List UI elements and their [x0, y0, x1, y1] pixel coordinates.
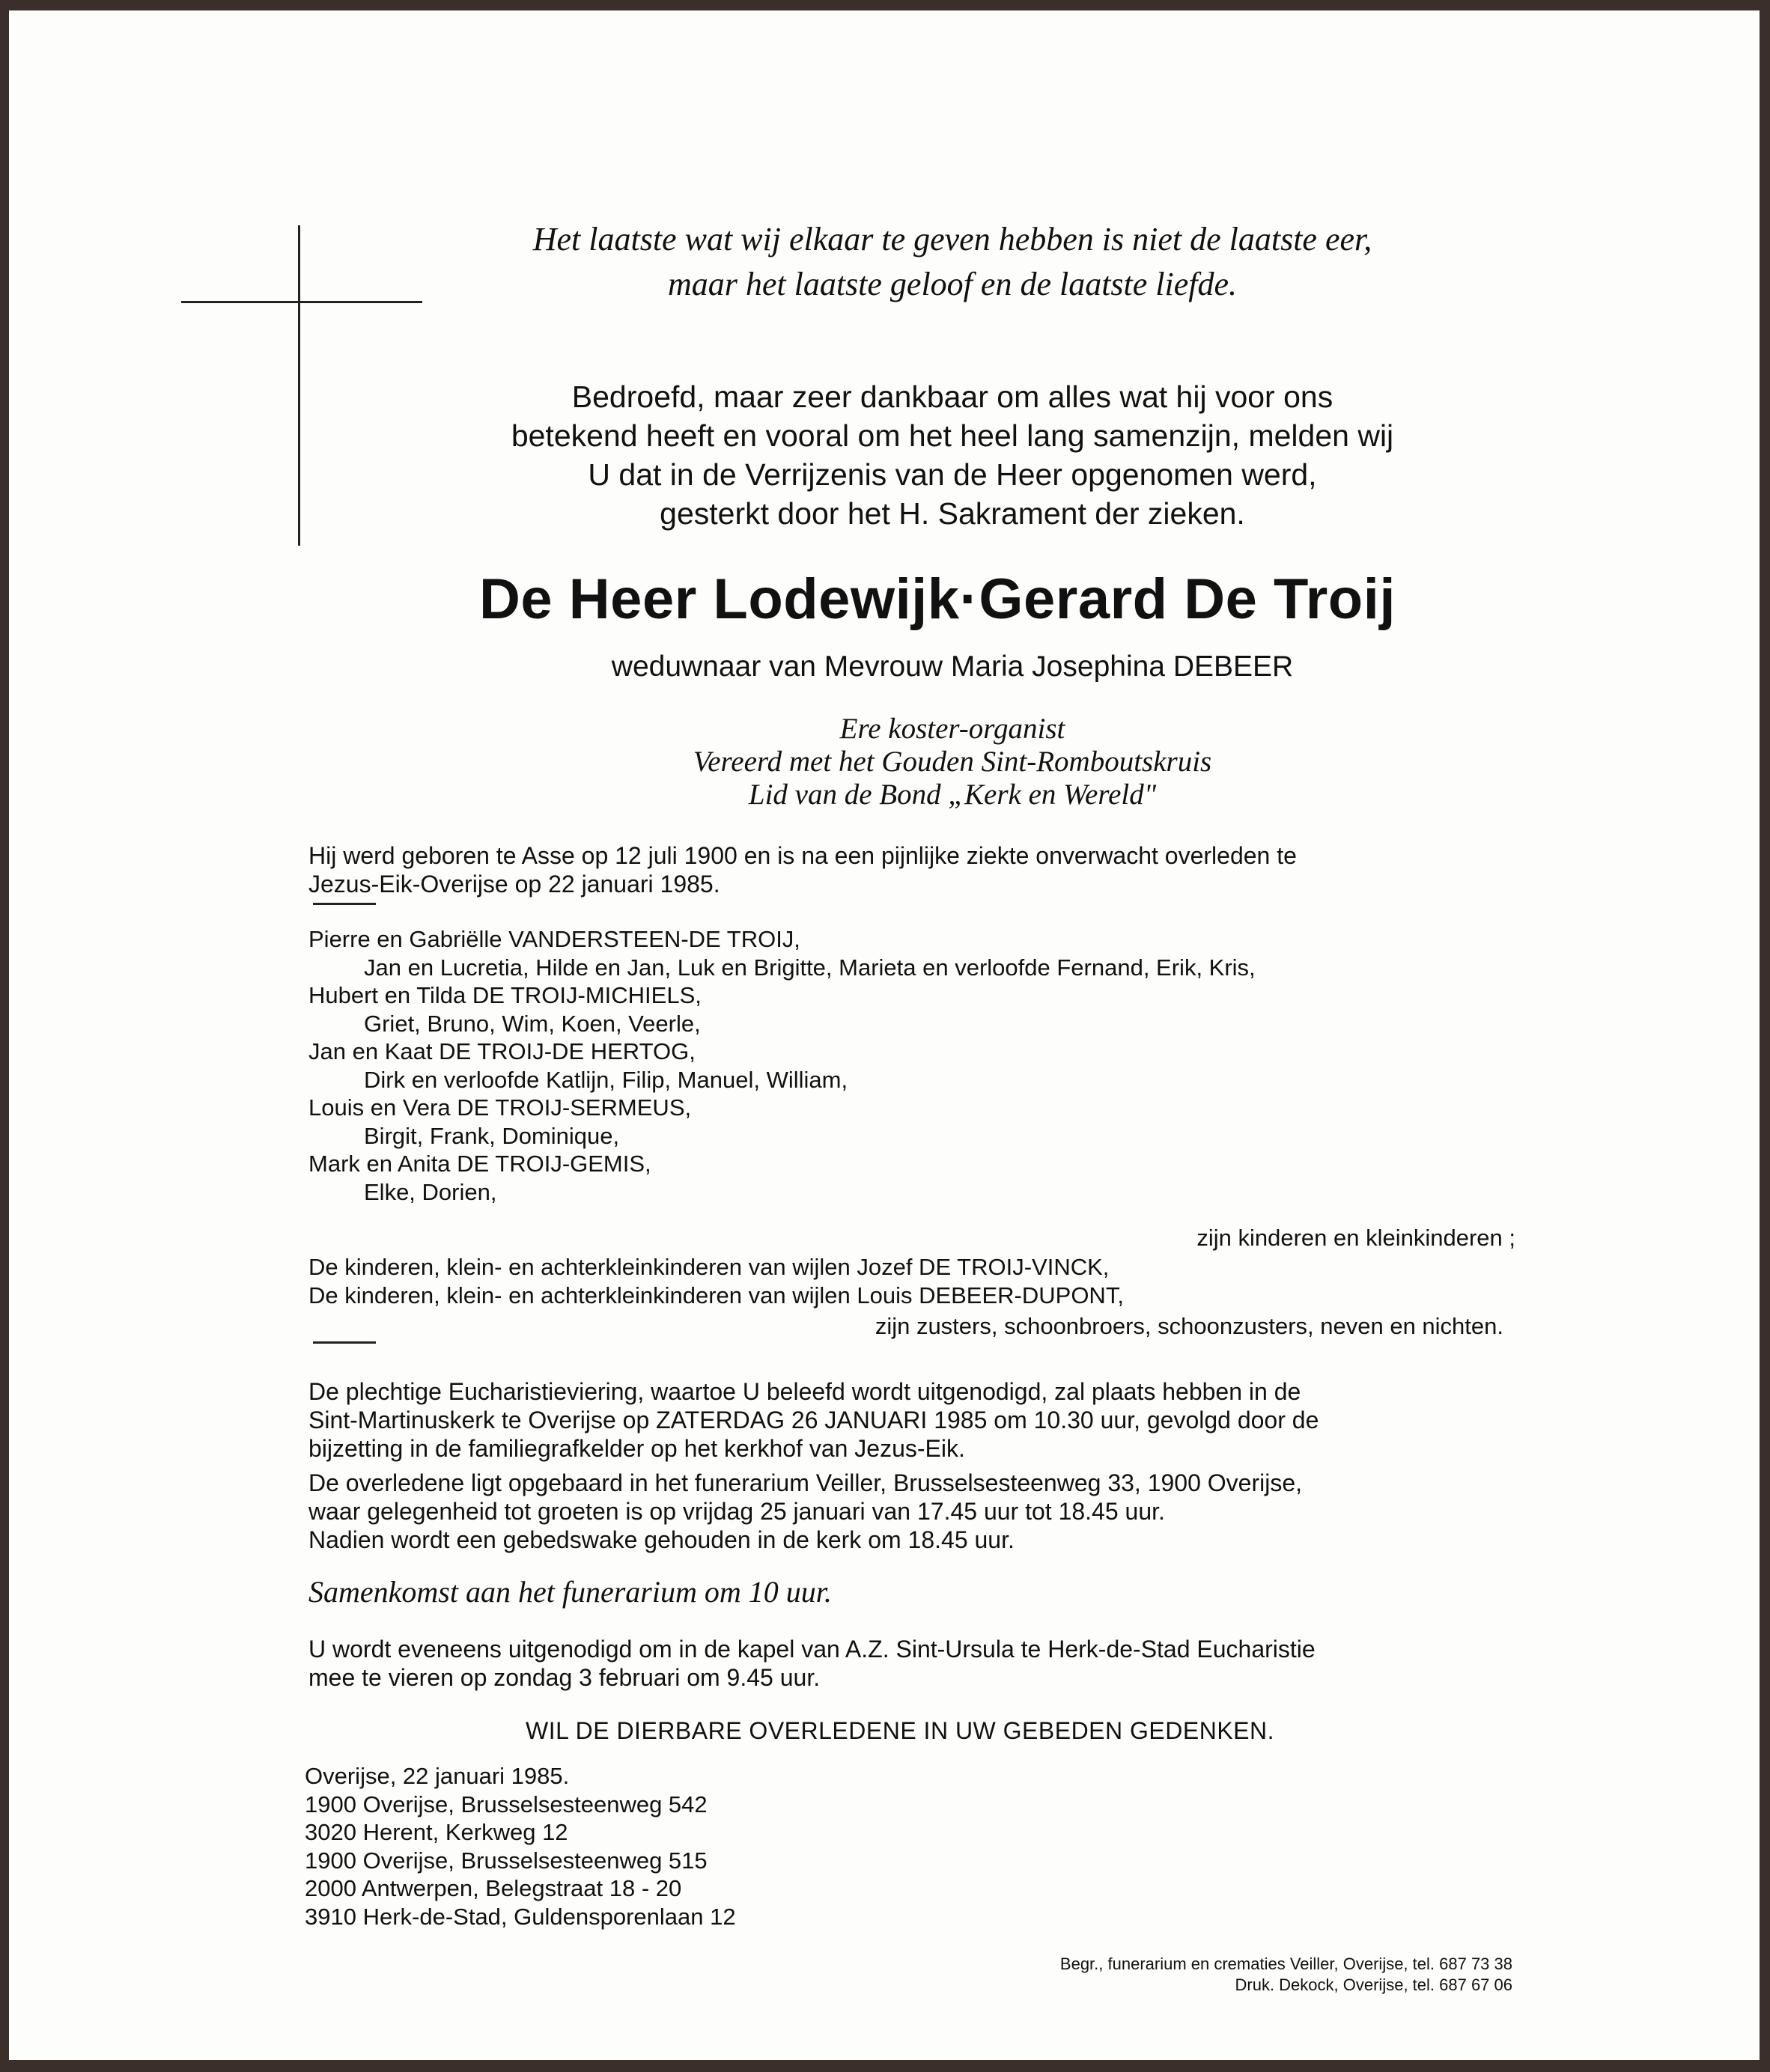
family-children: Jan en Lucretia, Hilde en Jan, Luk en Brigitte, Marieta en verloofde Fernand, Erik, Kris,	[364, 954, 1256, 981]
title-line: Lid van de Bond „Kerk en Wereld"	[748, 778, 1157, 811]
funerarium-line: De overledene ligt opgebaard in het funerarium Veiller, Brusselsesteenweg 33, 1900 Overijse,	[308, 1469, 1303, 1496]
meeting-note: Samenkomst aan het funerarium om 10 uur.	[308, 1575, 832, 1609]
motto-line: maar het laatste geloof en de laatste liefde.	[667, 266, 1238, 302]
intro-line: betekend heeft en vooral om het heel lang samenzijn, melden wij	[511, 418, 1394, 453]
widower-of: weduwnaar van Mevrouw Maria Josephina DEBEER	[611, 650, 1294, 683]
title-line: Vereerd met het Gouden Sint-Romboutskruis	[693, 746, 1212, 778]
family-children: Dirk en verloofde Katlijn, Filip, Manuel, William,	[364, 1066, 848, 1093]
funerarium-line: Nadien wordt een gebedswake gehouden in de kerk om 18.45 uur.	[308, 1526, 1015, 1553]
address-line: 3910 Herk-de-Stad, Guldensporenlaan 12	[305, 1903, 736, 1930]
honorary-titles	[383, 713, 1521, 811]
invitation-paragraph	[308, 1635, 1506, 1692]
deceased-name: De Heer Lodewijk·Gerard De Troij	[479, 567, 1396, 631]
mass-paragraph	[308, 1377, 1506, 1463]
intro-line: Bedroefd, maar zeer dankbaar om alles wat hij voor ons	[571, 380, 1333, 414]
separator-rule	[313, 1341, 376, 1344]
address-line: 1900 Overijse, Brusselsesteenweg 515	[305, 1847, 708, 1874]
family-children: Griet, Bruno, Wim, Koen, Veerle,	[364, 1010, 701, 1037]
family-parents: Hubert en Tilda DE TROIJ-MICHIELS,	[308, 982, 702, 1008]
intro-line: U dat in de Verrijzenis van de Heer opgenomen werd,	[588, 457, 1317, 492]
family-parents: Pierre en Gabriëlle VANDERSTEEN-DE TROIJ,	[308, 926, 800, 952]
intro-line: gesterkt door het H. Sakrament der zieken.	[660, 496, 1245, 531]
invitation-line: U wordt eveneens uitgenodigd om in de kapel van A.Z. Sint-Ursula te Herk-de-Stad Eucharistie	[308, 1636, 1316, 1663]
place-date: Overijse, 22 januari 1985.	[305, 1763, 570, 1789]
family-children: Birgit, Frank, Dominique,	[364, 1122, 620, 1149]
relatives-label: zijn zusters, schoonbroers, schoonzusters, neven en nichten.	[875, 1313, 1503, 1339]
relatives-line: De kinderen, klein- en achterkleinkinderen van wijlen Jozef DE TROIJ-VINCK,	[308, 1254, 1110, 1280]
motto	[383, 217, 1521, 307]
address-block	[305, 1762, 736, 1931]
relatives-line: De kinderen, klein- en achterkleinkinderen van wijlen Louis DEBEER-DUPONT,	[308, 1282, 1124, 1308]
invitation-line: mee te vieren op zondag 3 februari om 9.45 uur.	[308, 1664, 821, 1691]
mass-line: De plechtige Eucharistieviering, waartoe U beleefd wordt uitgenodigd, zal plaats hebben in de	[308, 1378, 1301, 1405]
cross-vertical-bar	[298, 225, 300, 546]
funeral-home-credit: Begr., funerarium en crematies Veiller, Overijse, tel. 687 73 38	[1059, 1954, 1512, 1973]
family-parents: Jan en Kaat DE TROIJ-DE HERTOG,	[308, 1038, 696, 1064]
address-line: 1900 Overijse, Brusselsesteenweg 542	[305, 1791, 708, 1817]
mass-line: bijzetting in de familiegrafkelder op het kerkhof van Jezus-Eik.	[308, 1435, 965, 1462]
family-parents: Mark en Anita DE TROIJ-GEMIS,	[308, 1151, 651, 1177]
relatives-list	[308, 1253, 1124, 1309]
birth-death-line: Hij werd geboren te Asse op 12 juli 1900 en is na een pijnlijke ziekte onverwacht overleden te	[308, 842, 1297, 869]
family-children: Elke, Dorien,	[364, 1178, 497, 1205]
motto-line: Het laatste wat wij elkaar te geven hebben is niet de laatste eer,	[532, 221, 1372, 258]
printer-credits	[1060, 1954, 1512, 1996]
prayer-request: WIL DE DIERBARE OVERLEDENE IN UW GEBEDEN GEDENKEN.	[526, 1717, 1274, 1744]
mass-line: Sint-Martinuskerk te Overijse op ZATERDAG 26 JANUARI 1985 om 10.30 uur, gevolgd door de	[308, 1407, 1319, 1433]
family-list	[308, 925, 1256, 1206]
family-parents: Louis en Vera DE TROIJ-SERMEUS,	[308, 1094, 692, 1121]
children-label: zijn kinderen en kleinkinderen ;	[1196, 1225, 1515, 1251]
birth-death-line: Jezus-Eik-Overijse op 22 januari 1985.	[308, 871, 720, 898]
address-line: 2000 Antwerpen, Belegstraat 18 - 20	[305, 1875, 682, 1901]
funerarium-paragraph	[308, 1469, 1506, 1554]
address-line: 3020 Herent, Kerkweg 12	[305, 1819, 568, 1845]
separator-rule	[313, 903, 376, 905]
intro-paragraph	[308, 377, 1596, 533]
printer-credit: Druk. Dekock, Overijse, tel. 687 67 06	[1235, 1975, 1512, 1994]
funerarium-line: waar gelegenheid tot groeten is op vrijdag 25 januari van 17.45 uur tot 18.45 uur.	[308, 1498, 1165, 1525]
birth-death-paragraph	[308, 841, 1506, 898]
title-line: Ere koster-organist	[839, 713, 1065, 745]
memorial-card	[9, 10, 1760, 2060]
